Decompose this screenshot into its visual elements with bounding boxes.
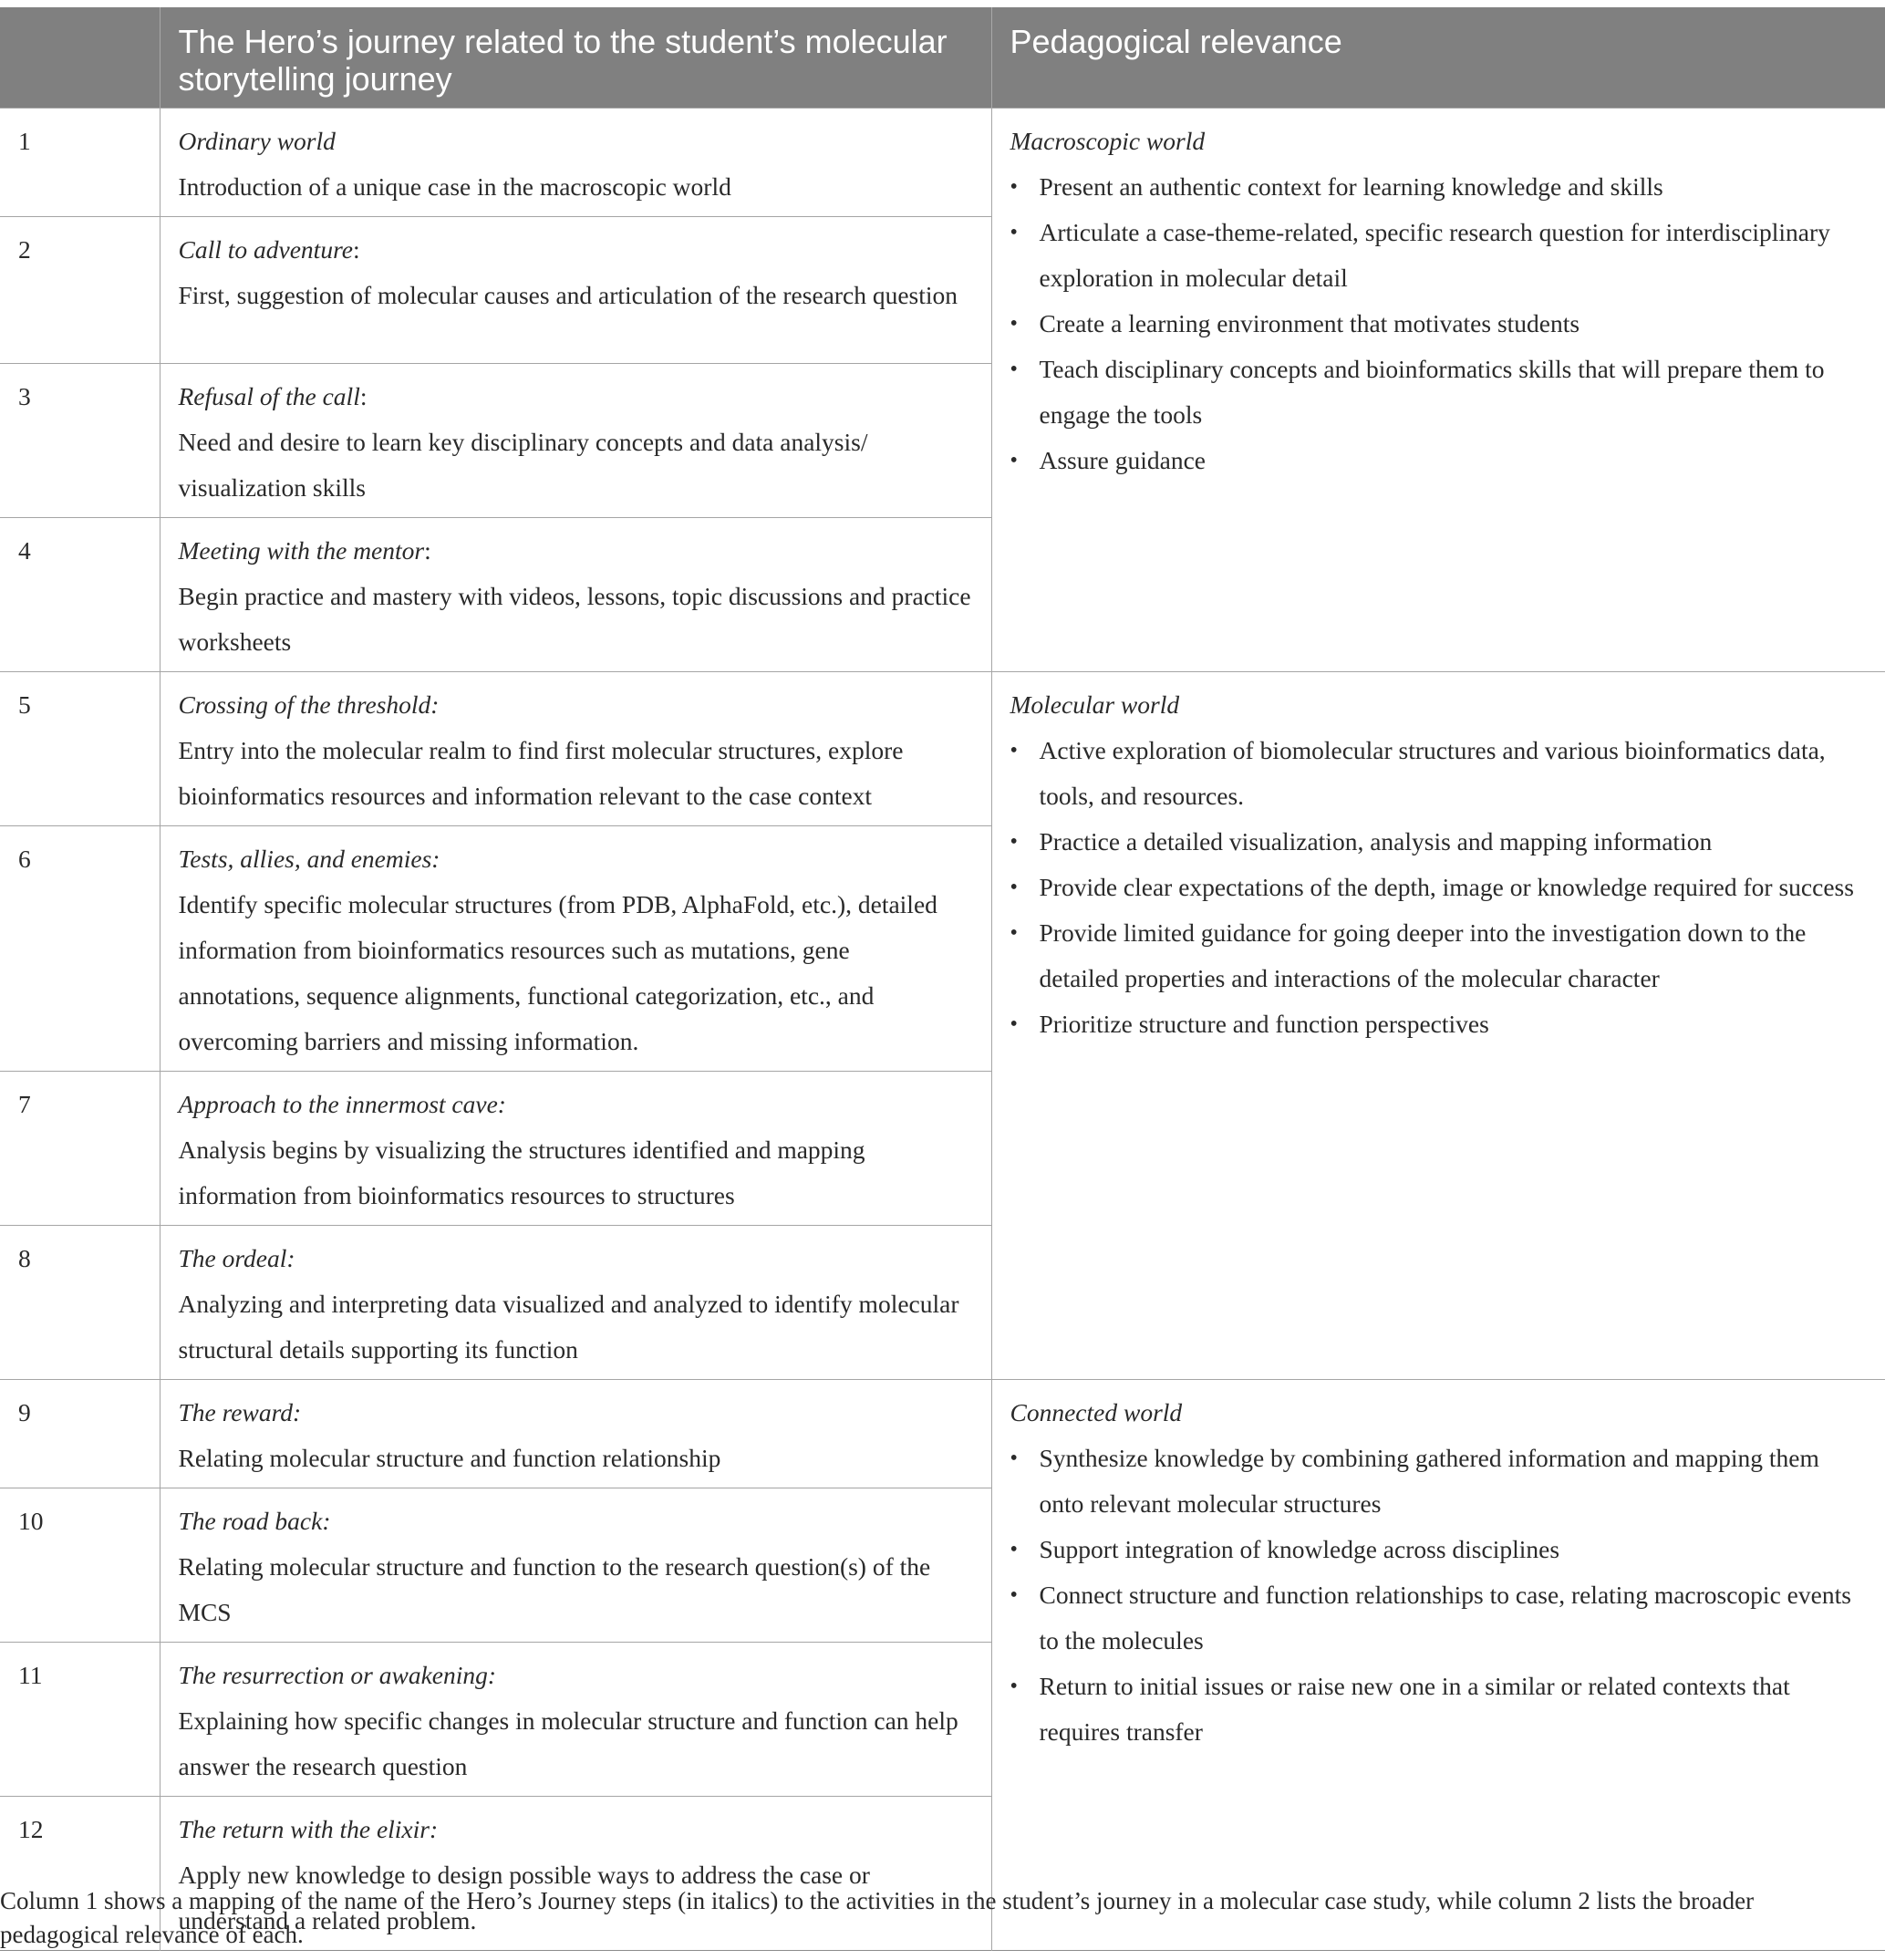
list-item: • Return to initial issues or raise new one in a similar or related contexts that requires transfer <box>1010 1664 1868 1755</box>
table-row <box>0 672 1885 826</box>
step-description: First, suggestion of molecular causes and articulation of the research question <box>178 281 958 309</box>
list-item: • Present an authentic context for learning knowledge and skills <box>1010 164 1868 210</box>
header-pedagogical-relevance: Pedagogical relevance <box>991 7 1885 109</box>
bullet-list <box>1010 1436 1868 1755</box>
group-title: Connected world <box>1010 1398 1183 1426</box>
list-item: • Active exploration of biomolecular structures and various bioinformatics data, tools, and resources. <box>1010 728 1868 819</box>
list-item: • Support integration of knowledge across disciplines <box>1010 1527 1868 1572</box>
header-number <box>0 7 160 109</box>
step-cell <box>160 826 991 1072</box>
step-name: Tests, allies, and enemies: <box>178 845 440 873</box>
step-cell <box>160 109 991 217</box>
step-description: Apply new knowledge to design possible ways to address the case or understand a related problem. <box>178 1861 870 1934</box>
step-cell <box>160 1226 991 1380</box>
pedagogy-group-molecular <box>991 672 1885 1380</box>
step-name: Crossing of the threshold: <box>178 690 440 719</box>
step-name: Meeting with the mentor <box>178 536 425 565</box>
list-item: • Articulate a case-theme-related, specific research question for interdisciplinary exploration in molecular detail <box>1010 210 1868 301</box>
step-number: 5 <box>0 672 160 826</box>
step-cell <box>160 1380 991 1488</box>
group-title: Molecular world <box>1010 690 1180 719</box>
step-description: Introduction of a unique case in the macroscopic world <box>178 172 731 201</box>
step-description: Need and desire to learn key disciplinary concepts and data analysis/ visualization skills <box>178 428 868 502</box>
table-row <box>0 109 1885 217</box>
step-number: 2 <box>0 217 160 364</box>
step-name: Ordinary world <box>178 127 336 155</box>
list-item: • Assure guidance <box>1010 438 1868 483</box>
step-cell <box>160 672 991 826</box>
step-number: 3 <box>0 364 160 518</box>
step-description: Analyzing and interpreting data visualized and analyzed to identify molecular structural details supporting its function <box>178 1290 959 1364</box>
step-cell <box>160 1488 991 1643</box>
step-name: Approach to the innermost cave: <box>178 1090 506 1118</box>
step-number: 7 <box>0 1072 160 1226</box>
step-name-suffix: : <box>359 382 368 410</box>
table-footnote: Column 1 shows a mapping of the name of the Hero’s Journey steps (in italics) to the activities in the student’s journey in a molecular case study, while column 2 lists the broader pedagogical relevance of each. <box>0 1887 1755 1948</box>
step-description: Relating molecular structure and function relationship <box>178 1444 721 1472</box>
step-description: Begin practice and mastery with videos, lessons, topic discussions and practice worksheets <box>178 582 971 656</box>
step-number: 11 <box>0 1643 160 1797</box>
step-description: Relating molecular structure and function to the research question(s) of the MCS <box>178 1552 931 1626</box>
step-name: The return with the elixir: <box>178 1815 439 1843</box>
step-description: Analysis begins by visualizing the structures identified and mapping information from bioinformatics resources to structures <box>178 1136 865 1209</box>
step-cell <box>160 1072 991 1226</box>
step-name: Refusal of the call <box>178 382 360 410</box>
step-name: Call to adventure <box>178 235 353 264</box>
step-description: Identify specific molecular structures (from PDB, AlphaFold, etc.), detailed information from bioinformatics resources such as mutations, gene annotations, sequence alignments, functional categorization, etc., and overcoming barriers and missing information. <box>178 890 937 1055</box>
step-name-suffix: : <box>352 235 360 264</box>
step-number: 4 <box>0 518 160 672</box>
table-row <box>0 1380 1885 1488</box>
step-number: 12 <box>0 1797 160 1951</box>
pedagogy-group-macroscopic <box>991 109 1885 672</box>
pedagogy-group-connected <box>991 1380 1885 1951</box>
hero-journey-table <box>0 7 1885 1951</box>
header-hero-journey: The Hero’s journey related to the student’s molecular storytelling journey <box>160 7 991 109</box>
step-cell <box>160 364 991 518</box>
step-cell <box>160 1643 991 1797</box>
step-name: The ordeal: <box>178 1244 295 1272</box>
table-header-row <box>0 7 1885 109</box>
step-cell <box>160 518 991 672</box>
step-number: 10 <box>0 1488 160 1643</box>
step-number: 1 <box>0 109 160 217</box>
step-description: Entry into the molecular realm to find first molecular structures, explore bioinformatics resources and information relevant to the case context <box>178 736 904 810</box>
list-item: • Provide limited guidance for going deeper into the investigation down to the detailed properties and interactions of the molecular character <box>1010 910 1868 1001</box>
step-name-suffix: : <box>424 536 431 565</box>
step-name: The resurrection or awakening: <box>178 1661 497 1689</box>
step-number: 9 <box>0 1380 160 1488</box>
step-cell <box>160 217 991 364</box>
step-name: The road back: <box>178 1507 331 1535</box>
group-title: Macroscopic world <box>1010 127 1206 155</box>
list-item: • Synthesize knowledge by combining gathered information and mapping them onto relevant molecular structures <box>1010 1436 1868 1527</box>
step-name: The reward: <box>178 1398 302 1426</box>
step-number: 6 <box>0 826 160 1072</box>
list-item: • Teach disciplinary concepts and bioinformatics skills that will prepare them to engage the tools <box>1010 347 1868 438</box>
bullet-list <box>1010 164 1868 483</box>
bullet-list <box>1010 728 1868 1047</box>
list-item: • Connect structure and function relationships to case, relating macroscopic events to the molecules <box>1010 1572 1868 1664</box>
list-item: • Prioritize structure and function perspectives <box>1010 1001 1868 1047</box>
step-number: 8 <box>0 1226 160 1380</box>
list-item: • Provide clear expectations of the depth, image or knowledge required for success <box>1010 865 1868 910</box>
list-item: • Create a learning environment that motivates students <box>1010 301 1868 347</box>
list-item: • Practice a detailed visualization, analysis and mapping information <box>1010 819 1868 865</box>
step-description: Explaining how specific changes in molecular structure and function can help answer the research question <box>178 1706 958 1780</box>
